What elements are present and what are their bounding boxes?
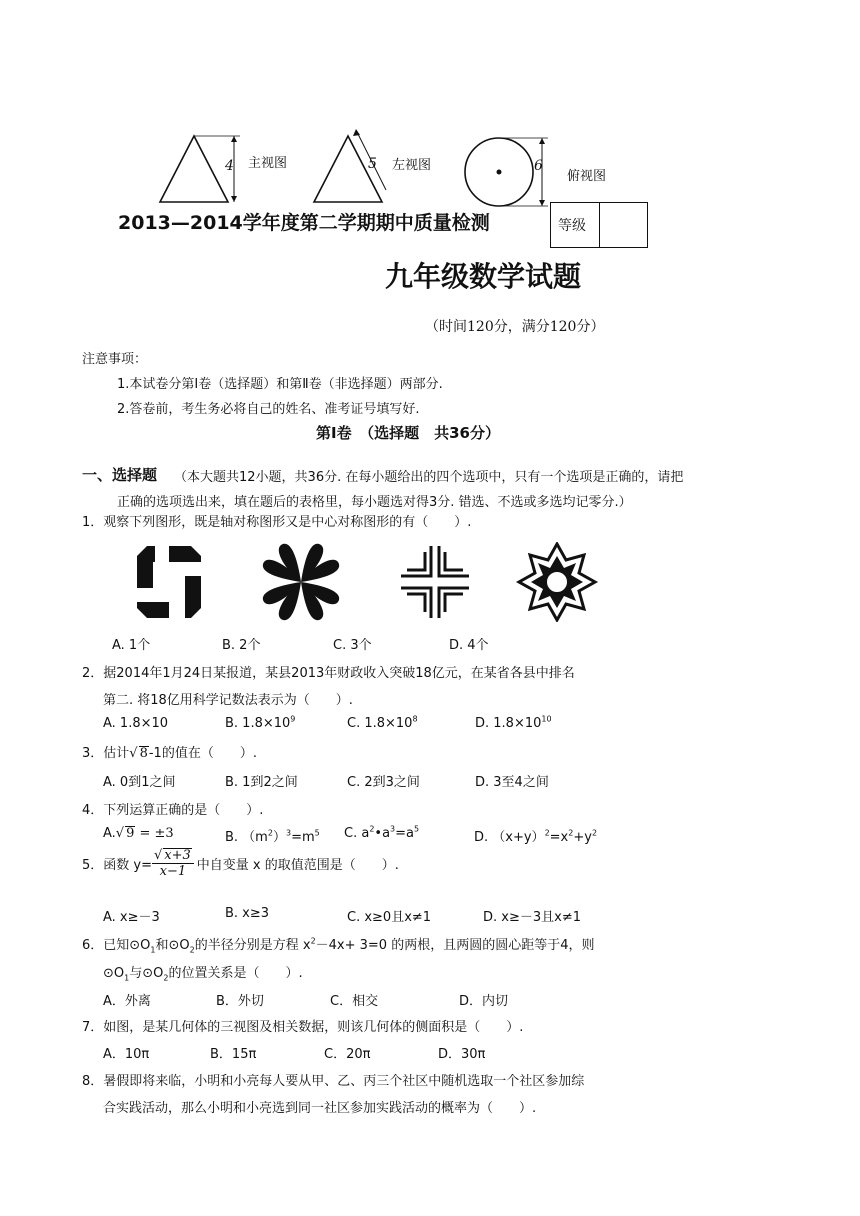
q2-option-c: C. $1.8\times 10^8$	[347, 714, 418, 731]
q3-option-c: C. 2到3之间	[347, 775, 420, 790]
exam-term-heading: 2013—2014学年度第二学期期中质量检测	[118, 212, 490, 234]
page-title: 九年级数学试题	[385, 260, 582, 293]
q1-figure-3	[401, 546, 469, 618]
q2-option-d: D. $1.8\times 10^{10}$	[475, 714, 552, 731]
q5-option-b: B. x≥3	[225, 906, 270, 921]
q4-option-c: C. $a^2•a^3=a^5$	[344, 824, 420, 841]
q5-fraction: $\frac{√ x+3}{x-1}$	[152, 848, 194, 879]
time-info: （时间120分，满分120分）	[425, 319, 605, 335]
q4-stem: 4．下列运算正确的是（ ）.	[82, 803, 264, 818]
section1-instructions-2: 正确的选项选出来，填在题后的表格里，每小题选对得3分. 错选、不选或多选均记零分.）	[117, 495, 632, 510]
side-dim-label: 5	[368, 156, 377, 172]
q1-stem: 1．观察下列图形，既是轴对称图形又是中心对称图形的有（ ）.	[82, 515, 472, 530]
q3-option-d: D. 3至4之间	[475, 775, 549, 790]
q1-option-b: B. 2个	[222, 638, 261, 653]
q6-option-b: B．外切	[216, 994, 264, 1009]
top-dim-label: 6	[534, 158, 543, 174]
q1-figures	[135, 542, 605, 622]
q2-stem-2: 第二. 将18亿用科学记数法表示为（ ）.	[103, 693, 353, 708]
q1-option-d: D. 4个	[449, 638, 489, 653]
q7-option-d: D．30π	[438, 1047, 486, 1062]
q7-stem: 7．如图，是某几何体的三视图及相关数据，则该几何体的侧面积是（ ）.	[82, 1020, 524, 1035]
top-view-center-dot	[497, 170, 502, 175]
q6-option-d: D．内切	[459, 994, 509, 1009]
section1-title: 一、选择题	[82, 466, 158, 484]
q4-option-a: A.√ 9 = ±3	[103, 826, 174, 841]
q7-option-c: C．20π	[324, 1047, 371, 1062]
q7-option-b: B．15π	[210, 1047, 257, 1062]
notes-heading: 注意事项：	[82, 352, 148, 367]
q3-option-a: A. 0到1之间	[103, 775, 176, 790]
q8-stem-2: 合实践活动，那么小明和小亮选到同一社区参加实践活动的概率为（ ）.	[103, 1101, 537, 1116]
q3-stem: 3．估计√ 8-1的值在（ ）.	[82, 746, 257, 761]
q1-figure-2	[263, 544, 339, 620]
q8-stem-1: 8．暑假即将来临，小明和小亮每人要从甲、乙、丙三个社区中随机选取一个社区参加综	[82, 1074, 585, 1089]
q3-option-b: B. 1到2之间	[225, 775, 298, 790]
q1-option-a: A. 1个	[112, 638, 151, 653]
q5-option-d: D. x≥－3且x≠1	[483, 910, 581, 925]
q6-option-a: A．外离	[103, 994, 151, 1009]
notes-item-2: 2.答卷前，考生务必将自己的姓名、准考证号填写好.	[117, 402, 420, 417]
q5-stem: 5．函数 y= $\frac{√ x+3}{x-1}$ 中自变量 x 的取值范围是（ ）.	[82, 848, 399, 879]
q1-option-c: C. 3个	[333, 638, 372, 653]
q4-option-d: D. $(x+y)^2=x^2+y^2$	[474, 828, 598, 845]
q2-stem-1: 2．据2014年1月24日某报道，某县2013年财政收入突破18亿元，在某省各县中排名	[82, 666, 575, 681]
top-view-label: 俯视图	[567, 169, 607, 184]
q7-option-a: A．10π	[103, 1047, 150, 1062]
q4-option-b: B. $(m^2)^3=m^5$	[225, 828, 320, 845]
q6-stem-2: $⊙O_1$与$⊙O_2$的位置关系是（ ）.	[103, 966, 303, 983]
q6-stem-1: 6．已知$⊙O_1$和$⊙O_2$的半径分别是方程 $x^2-4x+ 3=0$ 的两根，且两圆的圆心距等于4，则	[82, 936, 595, 955]
front-view-label: 主视图	[248, 156, 288, 171]
front-dim-label: 4	[225, 158, 234, 174]
q1-figure-4	[519, 544, 595, 620]
q5-option-c: C. x≥0且x≠1	[347, 910, 432, 925]
notes-item-1: 1.本试卷分第Ⅰ卷（选择题）和第Ⅱ卷（非选择题）两部分.	[117, 377, 443, 392]
q6-option-c: C．相交	[330, 994, 379, 1009]
side-view-label: 左视图	[392, 158, 432, 173]
q5-option-a: A. x≥－3	[103, 910, 160, 925]
q1-figure-1	[137, 546, 201, 618]
q2-option-a: A. 1.8×10	[103, 716, 169, 731]
q2-option-b: B. $1.8\times 10^9$	[225, 714, 296, 731]
front-view-triangle	[160, 136, 228, 202]
part1-heading: 第Ⅰ卷 （选择题 共36分）	[316, 424, 500, 442]
section1-instructions-1: （本大题共12小题，共36分. 在每小题给出的四个选项中，只有一个选项是正确的，请把	[174, 470, 684, 485]
grade-label: 等级	[558, 218, 586, 234]
grade-box	[550, 202, 648, 248]
